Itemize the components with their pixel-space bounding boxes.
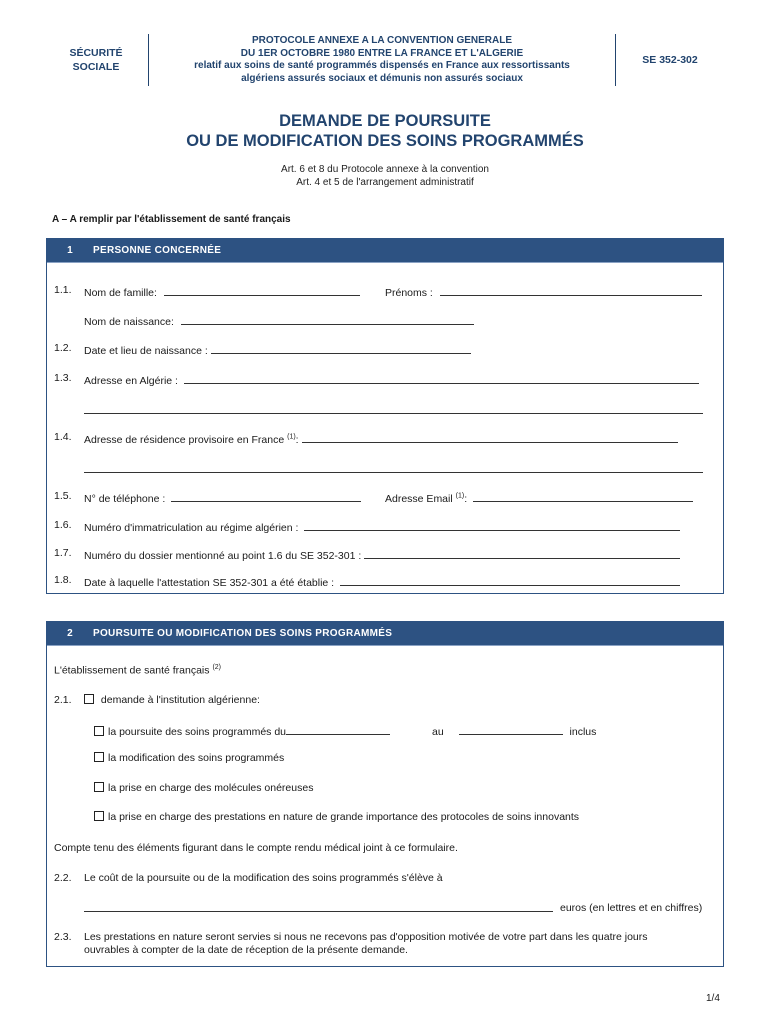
field-prenoms[interactable] [385,284,702,299]
date-fin-input[interactable] [459,723,563,735]
page-title-line1: DEMANDE DE POURSUITE [279,112,491,130]
page-title-line2: OU DE MODIFICATION DES SOINS PROGRAMMÉS [186,132,584,150]
field-nom-naissance[interactable] [84,313,474,328]
molecules-checkbox[interactable] [94,782,104,792]
etablissement-text [54,664,221,677]
protocol-line-3: relatif aux soins de santé programmés dispensés en France aux ressortissants [194,60,570,71]
item-number: 1.6. [54,519,72,531]
item-number: 1.8. [54,574,72,586]
section-2-title: POURSUITE OU MODIFICATION DES SOINS PROGRAMMÉS [93,628,393,639]
item-number: 2.1. [54,694,72,706]
modification-label: la modification des soins programmés [108,752,285,764]
poursuite-label: la poursuite des soins programmés du [108,726,287,738]
section-a-heading: A – A remplir par l'établissement de santé français [52,214,291,225]
field-label: Adresse de résidence provisoire en France [84,434,285,446]
modification-checkbox[interactable] [94,752,104,762]
legal-ref-2: Art. 4 et 5 de l'arrangement administratif [296,177,474,188]
item-number: 1.3. [54,372,72,384]
protocol-line-1: PROTOCOLE ANNEXE A LA CONVENTION GENERALE [251,35,513,46]
item-number: 2.3. [54,931,72,943]
field-label: Prénoms : [385,287,433,299]
field-immatriculation[interactable] [84,519,680,534]
dossier-input[interactable] [364,547,680,559]
au-label: au [432,726,444,738]
molecules-label: la prise en charge des molécules onéreuses [108,782,314,794]
prestations-checkbox[interactable] [94,811,104,821]
field-email[interactable]: Adresse Email $^{(1)}$: [385,490,693,505]
adresse-algerie-input[interactable] [184,372,699,384]
demande-checkbox[interactable] [84,694,94,704]
field-adresse-france[interactable]: Adresse de résidence provisoire en France $^{(1)}$: [84,431,678,446]
footnote-ref: (2) [212,664,221,671]
adresse-france-input-line2[interactable] [84,461,703,473]
field-label: Numéro d'immatriculation au régime algérien : [84,522,299,534]
option-prestations[interactable] [94,811,579,823]
euros-label: euros (en lettres et en chiffres) [560,902,703,914]
footnote-ref: (1) [455,492,465,500]
demande-label: demande à l'institution algérienne: [100,694,260,706]
footnote-ref: (1) [287,433,296,441]
field-label: Adresse en Algérie : [84,375,178,387]
protocol-line-4: algériens assurés sociaux et démunis non assurés sociaux [241,72,523,84]
section-2-number: 2 [67,628,73,639]
section-1-title: PERSONNE CONCERNÉE [93,245,222,256]
field-label: Nom de naissance: [84,316,174,328]
field-dossier[interactable] [84,547,680,562]
cout-input[interactable] [84,900,553,912]
nom-famille-input[interactable] [164,284,360,296]
adresse-algerie-input-line2[interactable] [84,402,703,414]
prestations-label: la prise en charge des prestations en nature de grande importance des protocoles de soins innovants [108,811,580,823]
field-label: Numéro du dossier mentionné au point 1.6 du SE 352-301 : [84,550,362,562]
field-telephone[interactable] [84,490,361,505]
field-attestation[interactable] [84,574,680,589]
cout-text: Le coût de la poursuite ou de la modification des soins programmés s'élève à [84,872,443,884]
etablissement-label: L'établissement de santé français [54,664,210,677]
field-label: N° de téléphone : [84,493,166,505]
adresse-france-input[interactable] [302,431,678,443]
attestation-input[interactable] [340,574,680,586]
nom-naissance-input[interactable] [181,313,474,325]
option-poursuite[interactable] [94,723,390,738]
header-org-line2: SOCIALE [72,61,120,73]
section-2-header [47,622,723,646]
option-molecules[interactable] [94,782,313,794]
option-modification[interactable] [94,752,284,764]
date-debut-input[interactable] [286,723,390,735]
field-adresse-algerie[interactable] [84,372,699,387]
prestations-text-line2: ouvrables à compter de la date de réception de la présente demande. [84,944,408,956]
field-label: Date et lieu de naissance : [84,345,208,357]
option-poursuite-end[interactable] [432,723,596,738]
field-date-lieu-naissance[interactable] [84,342,471,357]
prestations-text-line1: Les prestations en nature seront servies si nous ne recevons pas d'opposition motivée de votre part dans les quatre jours [84,931,648,943]
header-protocol [148,34,616,86]
demande-row[interactable] [84,694,260,706]
inclus-label: inclus [569,726,597,738]
prenoms-input[interactable] [440,284,702,296]
item-number: 1.7. [54,547,72,559]
immatriculation-input[interactable] [304,519,680,531]
legal-ref-1: Art. 6 et 8 du Protocole annexe à la convention [281,164,489,175]
header-org-line1: SÉCURITÉ [69,46,123,59]
item-number: 1.4. [54,431,72,443]
compte-tenu-text: Compte tenu des éléments figurant dans le compte rendu médical joint à ce formulaire. [54,842,458,854]
poursuite-checkbox[interactable] [94,726,104,736]
field-label: Nom de famille: [84,287,157,299]
date-lieu-input[interactable] [211,342,471,354]
field-nom-famille[interactable] [84,284,360,299]
form-code: SE 352-302 [642,54,698,66]
field-label: Adresse Email [385,493,453,505]
page-number: 1/4 [706,993,720,1004]
header-org [46,34,146,86]
field-label: Date à laquelle l'attestation SE 352-301 a été établie : [84,577,335,589]
protocol-line-2: DU 1ER OCTOBRE 1980 ENTRE LA FRANCE ET L'ALGERIE [240,47,524,59]
section-1-header [47,239,723,263]
item-number: 1.5. [54,490,72,502]
item-number: 2.2. [54,872,72,884]
item-number: 1.1. [54,284,72,296]
item-number: 1.2. [54,342,72,354]
telephone-input[interactable] [171,490,361,502]
email-input[interactable] [473,490,693,502]
section-1-number: 1 [67,245,73,256]
